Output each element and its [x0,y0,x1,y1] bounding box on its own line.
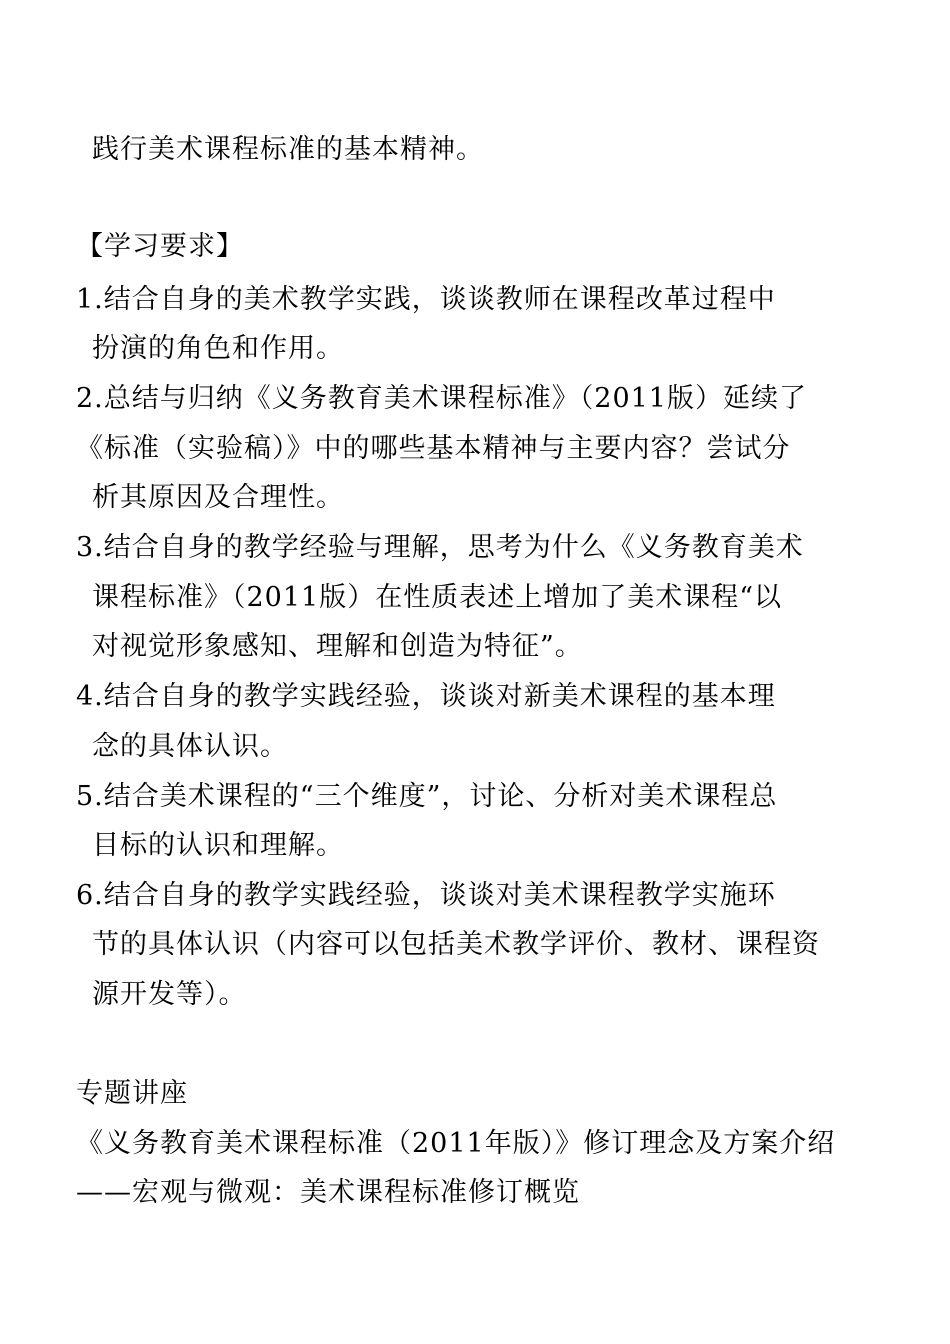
item-line: 结合自身的教学实践经验，谈谈对美术课程教学实施环 [103,880,776,911]
requirement-item-4-cont: 念的具体认识。 [92,731,288,762]
requirement-item-6 [76,878,776,914]
item-number: 5. [76,781,104,812]
item-number: 6. [76,880,104,911]
requirement-item-1-cont: 扮演的角色和作用。 [92,333,344,364]
requirement-item-2-cont-1: 《标准（实验稿）》中的哪些基本精神与主要内容？尝试分 [76,433,791,464]
requirement-item-6-cont-1: 节的具体认识（内容可以包括美术教学评价、教材、课程资 [92,929,820,960]
requirement-item-3-cont-1: 课程标准》（2011版）在性质表述上增加了美术课程“以 [92,582,783,613]
requirement-item-3-cont-2: 对视觉形象感知、理解和创造为特征”。 [92,631,583,662]
item-number: 3. [76,532,104,563]
requirement-item-1 [76,282,776,318]
requirements-heading: 【学习要求】 [76,231,244,262]
item-line: 结合美术课程的“三个维度”，讨论、分析对美术课程总 [103,781,778,812]
item-line: 结合自身的教学实践经验，谈谈对新美术课程的基本理 [103,681,776,712]
item-number: 2. [76,383,104,414]
lecture-subtitle: ——宏观与微观：美术课程标准修订概览 [76,1177,580,1208]
lecture-label: 专题讲座 [76,1078,188,1109]
item-number: 1. [76,284,104,315]
requirement-item-4 [76,679,776,715]
requirement-item-2 [76,381,807,417]
lecture-title: 《义务教育美术课程标准（2011年版）》修订理念及方案介绍 [76,1128,836,1159]
requirement-item-6-cont-2: 源开发等）。 [92,979,247,1010]
requirement-item-5-cont: 目标的认识和理解。 [92,830,344,861]
item-number: 4. [76,681,104,712]
item-line: 总结与归纳《义务教育美术课程标准》（2011版）延续了 [103,383,807,414]
intro-tail-text: 践行美术课程标准的基本精神。 [92,134,484,165]
requirement-item-5 [76,779,777,815]
item-line: 结合自身的教学经验与理解，思考为什么《义务教育美术 [103,532,804,563]
requirement-item-2-cont-2: 析其原因及合理性。 [92,482,344,513]
requirement-item-3 [76,530,804,566]
item-line: 结合自身的美术教学实践，谈谈教师在课程改革过程中 [103,284,776,315]
